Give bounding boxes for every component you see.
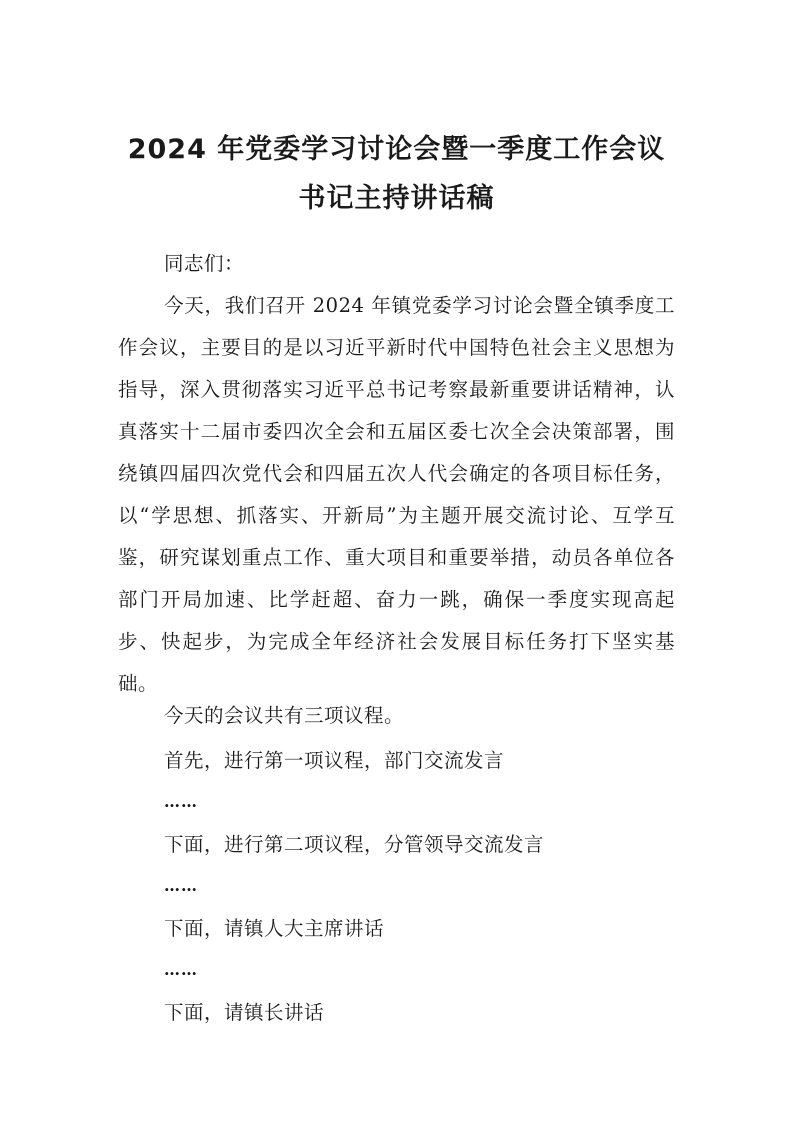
agenda-item-2: 下面，进行第二项议程，分管领导交流发言 <box>164 833 545 856</box>
agenda-item-1: 首先，进行第一项议程，部门交流发言 <box>164 749 505 772</box>
opening-paragraph: 今天，我们召开 2024 年镇党委学习讨论会暨全镇季度工作会议，主要目的是以习近平新时代中国特色社会主义思想为指导，深入贯彻落实习近平总书记考察最新重要讲话精神，认真落实十二届市委四次全会和五届区委七次全会决策部署，围绕镇四届四次党代会和四届五次人代会确定的各项目标任务，以“学思想、抓落实、开新局”为主题开展交流讨论、互学互鉴，研究谋划重点工作、重大项目和重要举措，动员各单位各部门开局加速、比学赶超、奋力一跳，确保一季度实现高起步、快起步，为完成全年经济社会发展目标任务打下坚实基础。 <box>118 294 675 695</box>
salutation: 同志们： <box>164 252 245 275</box>
document-title-line1: 2024 年党委学习讨论会暨一季度工作会议 <box>127 134 666 165</box>
agenda-item-4: 下面，请镇长讲话 <box>164 1001 325 1024</box>
document-title-line2: 书记主持讲话稿 <box>298 183 495 214</box>
ellipsis-1: …… <box>164 792 198 811</box>
agenda-item-3: 下面，请镇人大主席讲话 <box>164 917 385 940</box>
agenda-intro: 今天的会议共有三项议程。 <box>164 704 405 727</box>
ellipsis-3: …… <box>164 960 198 979</box>
ellipsis-2: …… <box>164 876 198 895</box>
